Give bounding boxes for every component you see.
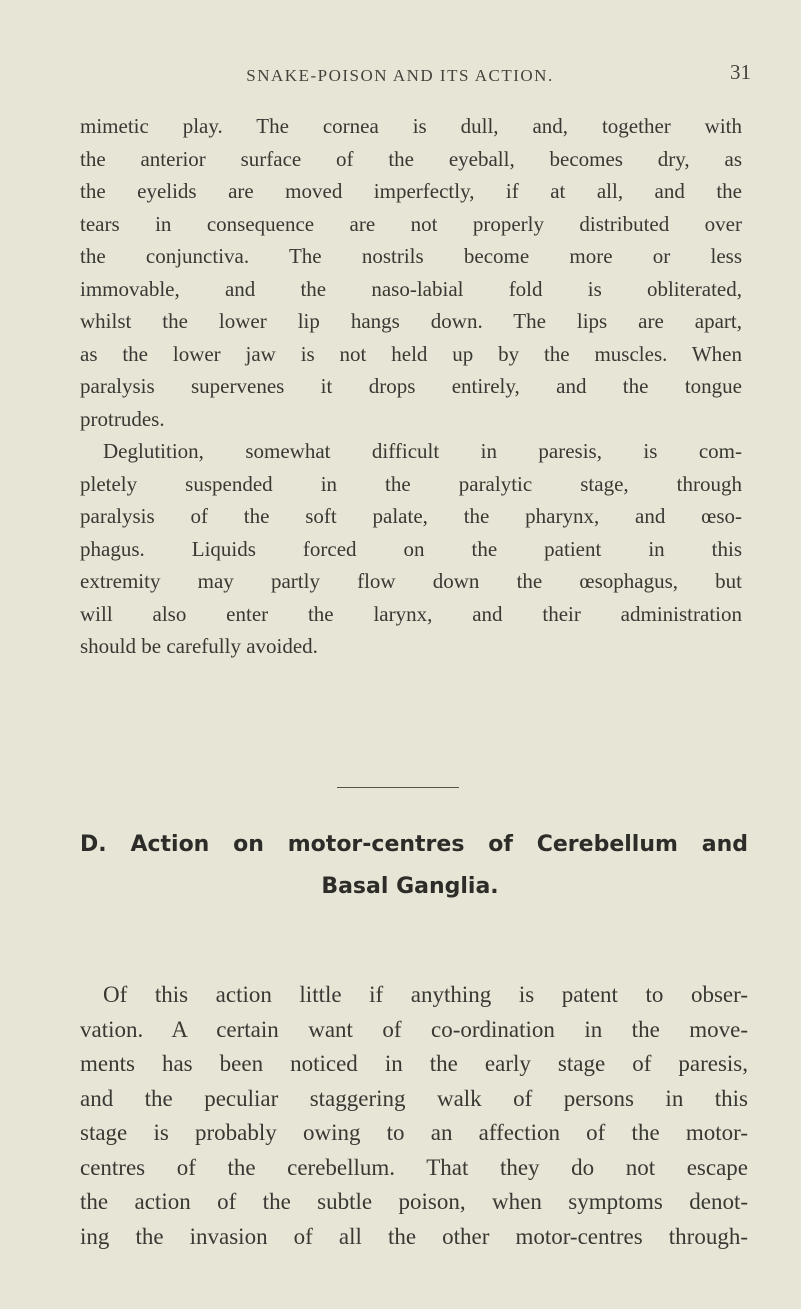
text-line: protrudes. [80, 406, 165, 431]
section-heading-line-2: Basal Ganglia. [321, 874, 499, 899]
text-line: the eyelids are moved imperfectly, if at all, and the [80, 179, 742, 203]
section-divider [337, 787, 459, 788]
text-line: Of this action little if anything is patent to obser- [103, 982, 748, 1007]
text-line: should be carefully avoided. [80, 634, 318, 658]
text-line: centres of the cerebellum. That they do not escape [80, 1154, 748, 1180]
text-line: the action of the subtle poison, when symptoms denot- [80, 1189, 748, 1214]
text-line: extremity may partly flow down the œsophagus, but [80, 569, 742, 593]
text-line: mimetic play. The cornea is dull, and, together with [80, 114, 742, 138]
running-head: SNAKE-POISON AND ITS ACTION. [246, 66, 554, 85]
text-line: as the lower jaw is not held up by the muscles. When [80, 341, 742, 366]
page-number: 31 [730, 60, 751, 84]
text-line: paralysis supervenes it drops entirely, and the tongue [80, 374, 742, 398]
paragraph-eye-and-face [80, 110, 742, 435]
text-line: Deglutition, somewhat difficult in paresis, is com- [103, 439, 742, 463]
text-line: the anterior surface of the eyeball, becomes dry, as [80, 146, 742, 171]
text-line: tears in consequence are not properly distributed over [80, 211, 742, 236]
text-line: stage is probably owing to an affection of the motor- [80, 1120, 748, 1145]
text-line: phagus. Liquids forced on the patient in this [80, 536, 742, 561]
body-text-lower [80, 978, 748, 1254]
text-line: pletely suspended in the paralytic stage, through [80, 471, 742, 496]
text-line: and the peculiar staggering walk of persons in this [80, 1085, 748, 1111]
text-line: whilst the lower lip hangs down. The lips are apart, [80, 309, 742, 333]
section-heading-line-1: D. Action on motor-centres of Cerebellum and [80, 832, 748, 857]
text-line: immovable, and the naso-labial fold is obliterated, [80, 276, 742, 301]
paragraph-coordination [80, 978, 748, 1254]
text-line: vation. A certain want of co-ordination in the move- [80, 1016, 748, 1042]
text-line: ments has been noticed in the early stage of paresis, [80, 1051, 748, 1076]
text-line: paralysis of the soft palate, the pharynx, and œso- [80, 504, 742, 528]
text-line: will also enter the larynx, and their administration [80, 601, 742, 626]
body-text-upper [80, 110, 742, 663]
text-line: ing the invasion of all the other motor-centres through- [80, 1223, 748, 1249]
text-line: the conjunctiva. The nostrils become more or less [80, 244, 742, 268]
paragraph-deglutition [80, 435, 742, 663]
